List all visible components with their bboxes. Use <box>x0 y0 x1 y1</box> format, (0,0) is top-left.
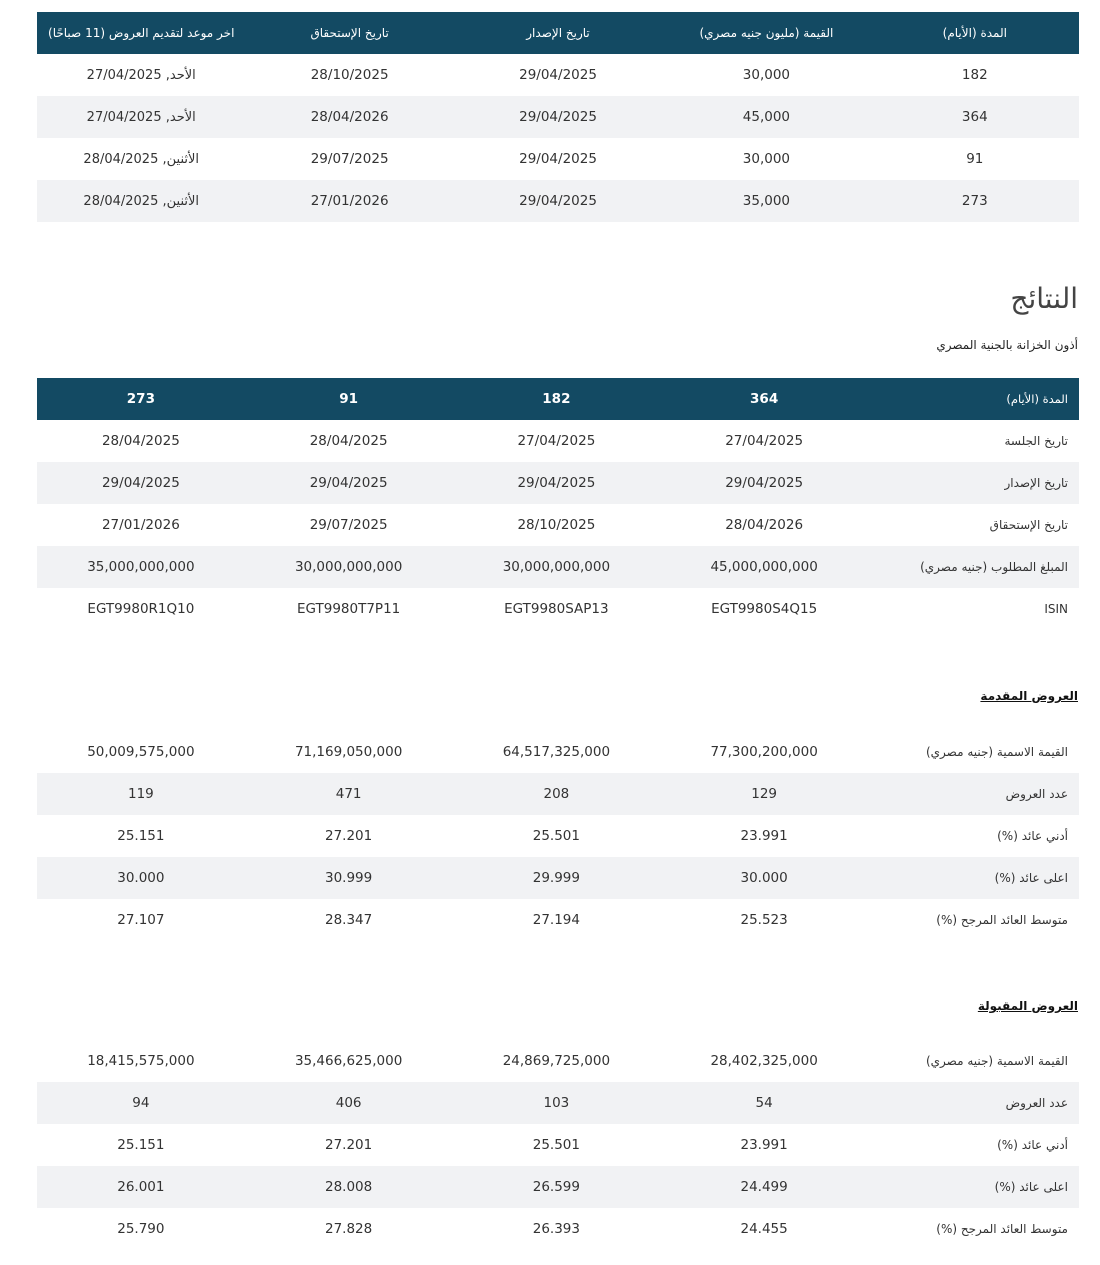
table-row <box>37 504 1079 546</box>
auction-schedule-table <box>37 12 1079 222</box>
cell-tenor: 91 <box>966 151 984 167</box>
table-row <box>37 180 1079 222</box>
row-label: المبلغ المطلوب (جنيه مصري) <box>868 546 1079 588</box>
table-row <box>37 462 1079 504</box>
row-label: متوسط العائد المرجح (%) <box>936 913 1068 927</box>
table-row <box>37 96 1079 138</box>
table-cell: 27.828 <box>325 1221 373 1237</box>
table-cell: 406 <box>245 1082 453 1124</box>
row-label: اعلى عائد (%) <box>868 1166 1079 1208</box>
row-label: تاريخ الإصدار <box>868 462 1079 504</box>
schedule-header-row <box>37 12 1079 54</box>
table-cell: EGT9980SAP13 <box>504 601 609 617</box>
cell-maturity-date: 28/04/2026 <box>245 96 453 138</box>
header-tenor: المدة (الأيام) <box>871 12 1079 54</box>
table-cell: 30,000,000,000 <box>245 546 453 588</box>
header-amount: القيمة (مليون جنيه مصري) <box>662 12 870 54</box>
table-row <box>37 54 1079 96</box>
table-cell: 471 <box>245 773 453 815</box>
row-label: اعلى عائد (%) <box>868 857 1079 899</box>
table-cell: 77,300,200,000 <box>710 744 818 760</box>
row-label: القيمة الاسمية (جنيه مصري) <box>925 745 1068 759</box>
accepted-bids-heading: العروض المقبولة <box>977 999 1078 1013</box>
table-row <box>37 138 1079 180</box>
table-cell: 29/04/2025 <box>245 462 453 504</box>
header-tenor-182: 182 <box>453 378 661 420</box>
table-cell: 103 <box>453 1082 661 1124</box>
table-cell: 208 <box>453 773 661 815</box>
table-cell: 25.523 <box>740 912 788 928</box>
header-tenor-label: المدة (الأيام) <box>868 378 1079 420</box>
cell-maturity-date: 29/07/2025 <box>310 151 389 167</box>
table-cell: 23.991 <box>740 828 788 844</box>
table-cell: 119 <box>37 773 245 815</box>
table-row <box>37 1124 1079 1166</box>
table-cell: 30.000 <box>37 857 245 899</box>
table-cell: 64,517,325,000 <box>502 744 611 760</box>
cell-tenor: 364 <box>871 96 1079 138</box>
table-cell: EGT9980S4Q15 <box>711 601 818 617</box>
table-cell: 25.151 <box>117 828 165 844</box>
row-label: أدني عائد (%) <box>997 1138 1068 1152</box>
table-row <box>37 1040 1079 1082</box>
cell-issue-date: 29/04/2025 <box>454 180 662 222</box>
results-title: النتائج <box>1010 282 1078 315</box>
table-cell: 27.107 <box>117 912 165 928</box>
cell-tenor: 182 <box>961 67 988 83</box>
cell-amount: 30,000 <box>742 151 791 167</box>
table-cell: 35,000,000,000 <box>37 546 245 588</box>
header-tenor-91: 91 <box>245 378 453 420</box>
cell-bid-deadline: الأحد, 27/04/2025 <box>37 96 245 138</box>
table-cell: 25.501 <box>532 828 580 844</box>
table-cell: 25.151 <box>117 1137 165 1153</box>
cell-amount: 45,000 <box>662 96 870 138</box>
cell-tenor: 273 <box>871 180 1079 222</box>
table-cell: 24,869,725,000 <box>502 1053 611 1069</box>
table-cell: 35,466,625,000 <box>294 1053 403 1069</box>
table-cell: 29/04/2025 <box>37 462 245 504</box>
row-label: ISIN <box>1044 602 1068 616</box>
table-cell: EGT9980T7P11 <box>296 601 401 617</box>
cell-amount: 30,000 <box>742 67 791 83</box>
cell-bid-deadline: الأثنين, 28/04/2025 <box>83 151 200 167</box>
cell-bid-deadline: الأحد, 27/04/2025 <box>86 67 196 83</box>
table-cell: 129 <box>660 773 868 815</box>
accepted-bids-table <box>37 1040 1079 1250</box>
row-label: تاريخ الإستحقاق <box>989 518 1068 532</box>
table-cell: 25.790 <box>117 1221 165 1237</box>
table-cell: 30,000,000,000 <box>453 546 661 588</box>
table-cell: 29/04/2025 <box>453 462 661 504</box>
table-cell: 29.999 <box>453 857 661 899</box>
table-cell: 50,009,575,000 <box>87 744 195 760</box>
table-cell: 28/04/2025 <box>101 433 180 449</box>
offered-bids-table <box>37 731 1079 941</box>
table-row <box>37 815 1079 857</box>
table-cell: 27/04/2025 <box>517 433 596 449</box>
row-label: القيمة الاسمية (جنيه مصري) <box>925 1054 1068 1068</box>
table-cell: 24.499 <box>660 1166 868 1208</box>
header-issue-date: تاريخ الإصدار <box>454 12 662 54</box>
header-tenor-273: 273 <box>37 378 245 420</box>
table-cell: 27.194 <box>532 912 580 928</box>
table-cell: 27.201 <box>325 1137 373 1153</box>
table-cell: 30.999 <box>245 857 453 899</box>
table-cell: 26.393 <box>532 1221 580 1237</box>
table-row <box>37 773 1079 815</box>
table-cell: 28/04/2025 <box>309 433 388 449</box>
results-header-row <box>37 378 1079 420</box>
table-cell: 27/04/2025 <box>725 433 804 449</box>
table-cell: 29/07/2025 <box>309 517 388 533</box>
cell-amount: 35,000 <box>662 180 870 222</box>
cell-issue-date: 29/04/2025 <box>519 67 597 83</box>
table-cell: 28,402,325,000 <box>710 1053 818 1069</box>
table-row <box>37 1208 1079 1250</box>
table-row <box>37 857 1079 899</box>
table-cell: 29/04/2025 <box>660 462 868 504</box>
cell-maturity-date: 28/10/2025 <box>310 67 389 83</box>
table-row <box>37 1082 1079 1124</box>
table-cell: 54 <box>660 1082 868 1124</box>
table-cell: 27.201 <box>325 828 373 844</box>
table-cell: 30.000 <box>660 857 868 899</box>
row-label: عدد العروض <box>868 773 1079 815</box>
row-label: أدني عائد (%) <box>997 829 1068 843</box>
table-row <box>37 899 1079 941</box>
table-cell: 71,169,050,000 <box>294 744 403 760</box>
table-cell: 26.599 <box>453 1166 661 1208</box>
row-label: متوسط العائد المرجح (%) <box>936 1222 1068 1236</box>
table-cell: 28.347 <box>325 912 373 928</box>
header-tenor-364: 364 <box>660 378 868 420</box>
table-cell: EGT9980R1Q10 <box>87 601 195 617</box>
table-cell: 94 <box>37 1082 245 1124</box>
header-maturity-date: تاريخ الإستحقاق <box>245 12 453 54</box>
table-cell: 26.001 <box>37 1166 245 1208</box>
table-row <box>37 731 1079 773</box>
table-cell: 23.991 <box>740 1137 788 1153</box>
table-row <box>37 588 1079 630</box>
table-cell: 28.008 <box>245 1166 453 1208</box>
offered-bids-heading: العروض المقدمة <box>980 689 1078 703</box>
cell-bid-deadline: الأثنين, 28/04/2025 <box>37 180 245 222</box>
cell-maturity-date: 27/01/2026 <box>245 180 453 222</box>
cell-issue-date: 29/04/2025 <box>454 96 662 138</box>
results-subtitle: أذون الخزانة بالجنية المصري <box>936 338 1078 352</box>
table-cell: 28/10/2025 <box>517 517 596 533</box>
table-cell: 45,000,000,000 <box>660 546 868 588</box>
table-cell: 24.455 <box>740 1221 788 1237</box>
results-table <box>37 378 1079 630</box>
row-label: عدد العروض <box>868 1082 1079 1124</box>
table-cell: 25.501 <box>532 1137 580 1153</box>
cell-issue-date: 29/04/2025 <box>519 151 597 167</box>
header-bid-deadline: اخر موعد لتقديم العروض (11 صباحًا) <box>37 12 245 54</box>
row-label: تاريخ الجلسة <box>1004 434 1068 448</box>
table-cell: 27/01/2026 <box>101 517 180 533</box>
table-row <box>37 546 1079 588</box>
table-cell: 18,415,575,000 <box>87 1053 195 1069</box>
table-row <box>37 420 1079 462</box>
table-cell: 28/04/2026 <box>725 517 804 533</box>
table-row <box>37 1166 1079 1208</box>
